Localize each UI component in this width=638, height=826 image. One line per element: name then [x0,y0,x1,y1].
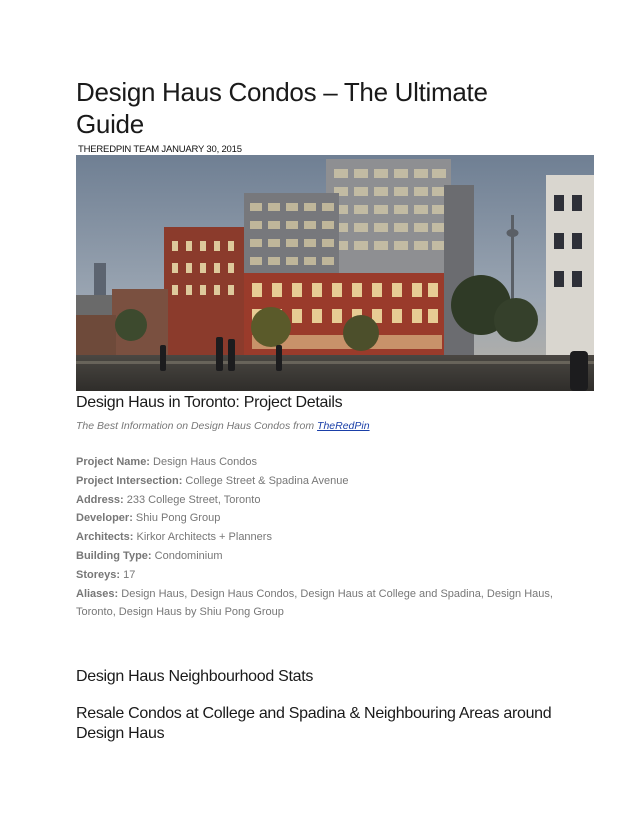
hero-image [76,155,594,391]
subtitle [76,420,370,432]
detail-label: Storeys: [76,568,121,581]
section-heading-resale-condos: Resale Condos at College and Spadina & Neighbouring Areas around Design Haus [76,705,552,742]
page-title: Design Haus Condos – The Ultimate Guide [76,77,488,139]
detail-label: Project Name: [76,456,150,468]
detail-label: Project Intersection: [76,474,183,487]
detail-value: Design Haus Condos [153,456,257,468]
detail-row [76,566,566,585]
detail-value: Shiu Pong Group [135,512,221,525]
detail-value: Condominium [154,549,223,562]
detail-value: Design Haus, Design Haus Condos, Design Haus at College and Spadina, Design Haus, Toronto, Design Haus by Shiu Pong Group [76,587,553,619]
section-heading-neighbourhood-stats: Design Haus Neighbourhood Stats [76,668,314,685]
detail-row [76,585,566,623]
theredpin-link[interactable]: TheRedPin [317,420,370,432]
byline: THEREDPIN TEAM JANUARY 30, 2015 [78,144,242,155]
detail-value: Kirkor Architects + Planners [136,531,272,544]
project-details-list [76,453,566,622]
detail-label: Address: [76,493,124,506]
detail-label: Developer: [76,512,133,525]
detail-row [76,528,566,547]
section-heading-project-details: Design Haus in Toronto: Project Details [76,394,343,411]
detail-value: College Street & Spadina Avenue [185,474,349,487]
detail-label: Architects: [76,531,134,544]
detail-row [76,491,566,510]
detail-row [76,472,566,491]
detail-label: Aliases: [76,587,119,600]
detail-value: 17 [123,568,136,581]
detail-row [76,547,566,566]
detail-label: Building Type: [76,549,152,562]
subtitle-text: The Best Information on Design Haus Condos from [76,420,318,432]
detail-row [76,509,566,528]
detail-value: 233 College Street, Toronto [126,493,261,506]
detail-row [76,453,566,472]
